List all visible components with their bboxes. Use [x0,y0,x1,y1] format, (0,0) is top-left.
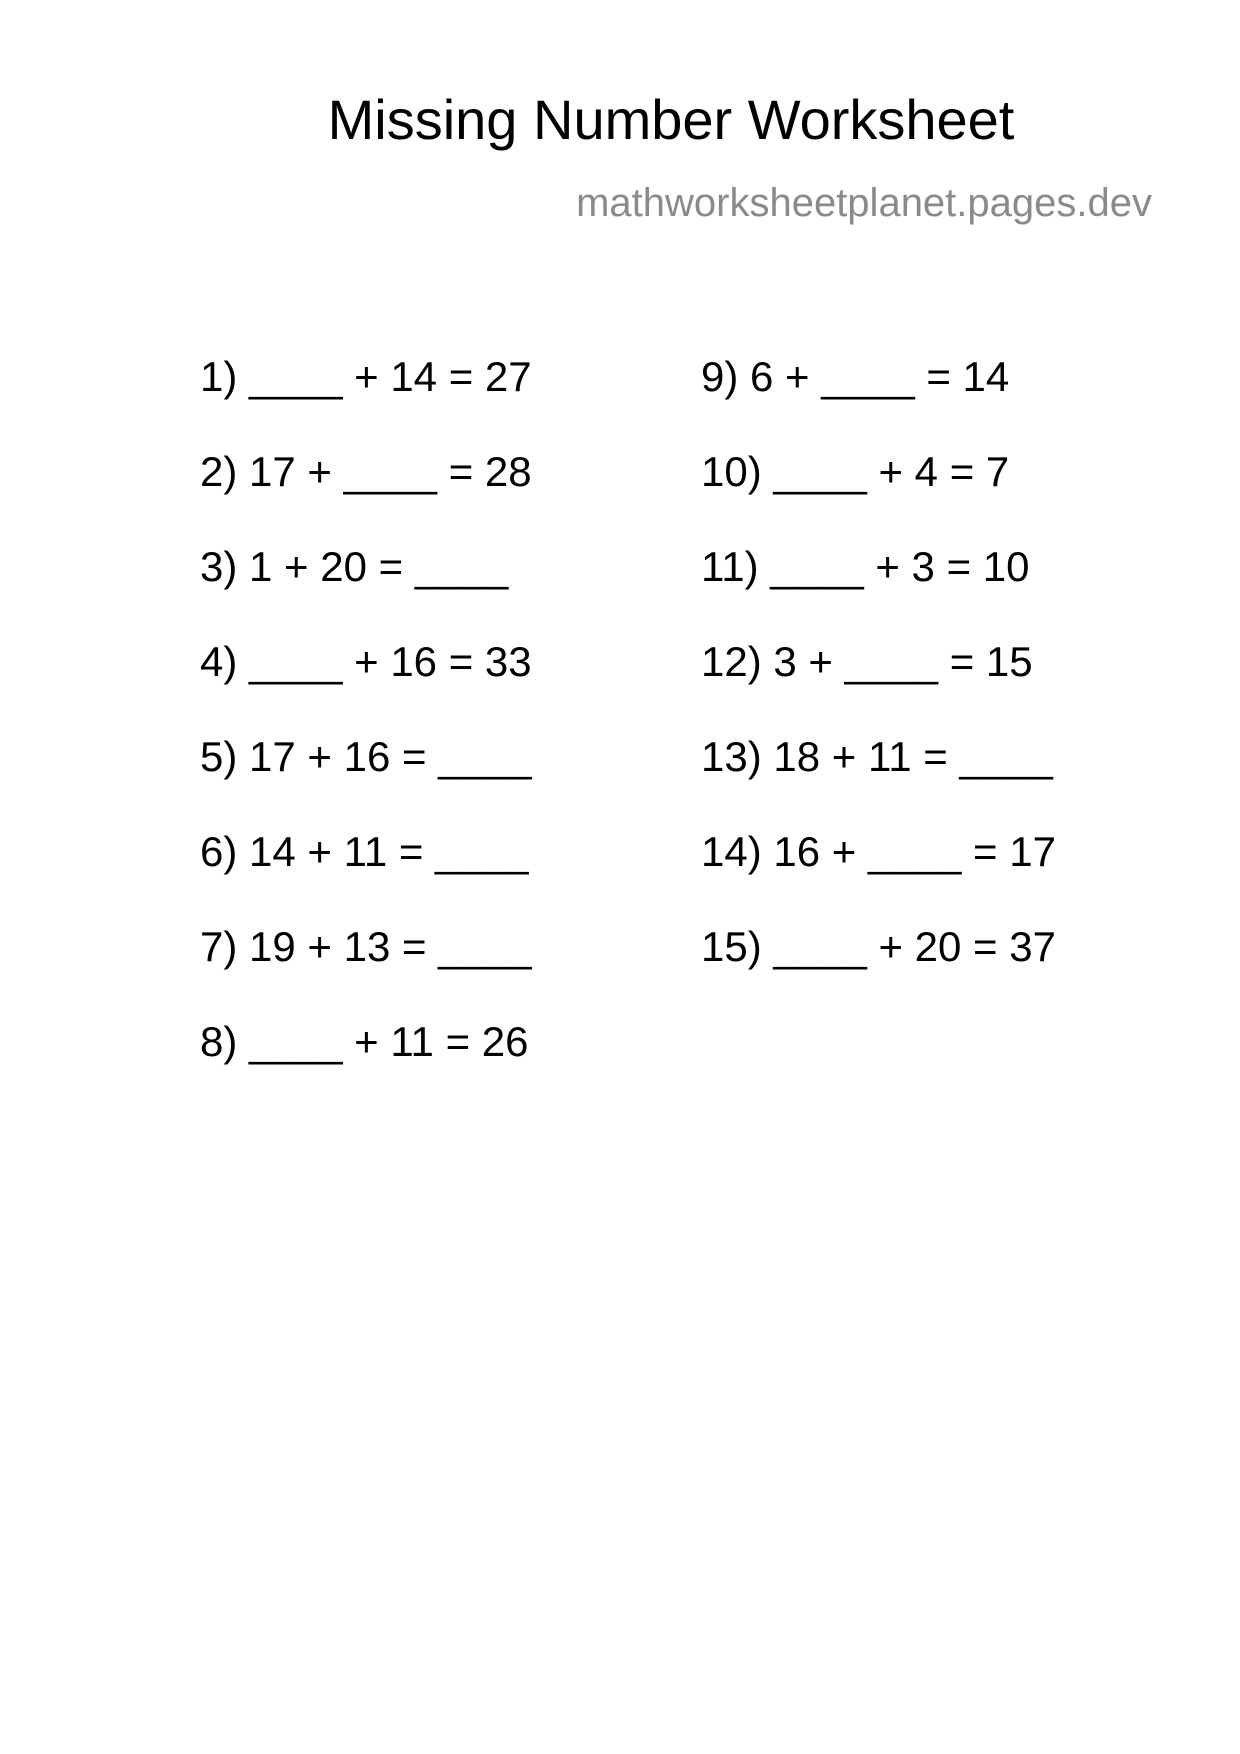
problem-1: 1) ____ + 14 = 27 [200,353,532,400]
problem-6: 6) 14 + 11 = ____ [200,828,529,875]
problem-13: 13) 18 + 11 = ____ [701,733,1053,780]
problem-14: 14) 16 + ____ = 17 [701,828,1056,875]
problem-8: 8) ____ + 11 = 26 [200,1018,529,1065]
problem-10: 10) ____ + 4 = 7 [701,448,1010,495]
problem-9: 9) 6 + ____ = 14 [701,353,1010,400]
problem-15: 15) ____ + 20 = 37 [701,923,1056,970]
problem-7: 7) 19 + 13 = ____ [200,923,532,970]
problem-3: 3) 1 + 20 = ____ [200,543,509,590]
problem-2: 2) 17 + ____ = 28 [200,448,532,495]
problem-4: 4) ____ + 16 = 33 [200,638,532,685]
problem-5: 5) 17 + 16 = ____ [200,733,532,780]
worksheet-title: Missing Number Worksheet [327,88,1015,151]
problem-11: 11) ____ + 3 = 10 [701,543,1030,590]
source-url: mathworksheetplanet.pages.dev [576,181,1152,225]
problem-12: 12) 3 + ____ = 15 [701,638,1033,685]
